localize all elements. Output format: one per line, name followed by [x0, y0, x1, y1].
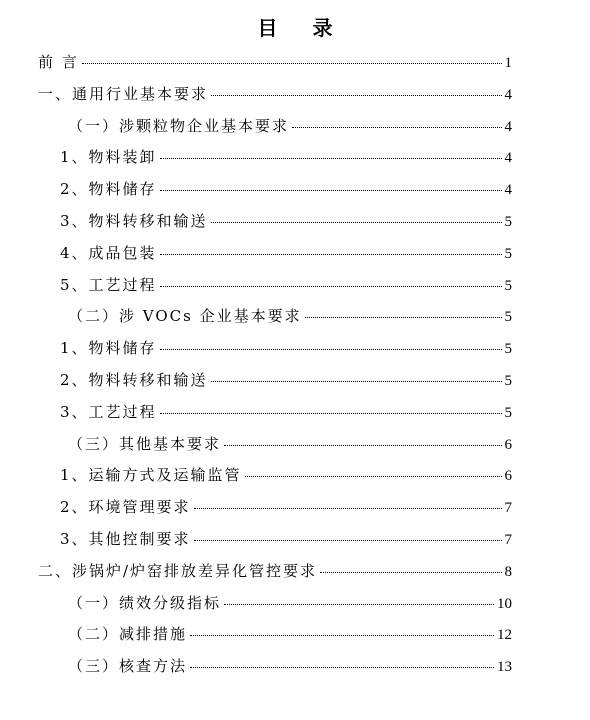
- toc-dot-leader: [160, 157, 502, 159]
- toc-dot-leader: [190, 634, 494, 636]
- toc-entry-label: （一）绩效分级指标: [68, 593, 222, 612]
- toc-dot-leader: [305, 316, 502, 318]
- toc-page-number: 5: [504, 373, 512, 389]
- toc-page-number: 4: [504, 118, 512, 135]
- toc-page-number: 5: [504, 214, 512, 230]
- toc-entry[interactable]: [60, 178, 512, 202]
- toc-page-number: 4: [504, 182, 512, 199]
- toc-page-number: 12: [497, 627, 512, 644]
- toc-dot-leader: [320, 571, 501, 573]
- toc-entry-label: （二）涉 VOCs 企业基本要求: [68, 307, 302, 326]
- toc-entry[interactable]: [68, 655, 512, 679]
- toc-entry[interactable]: [60, 242, 512, 266]
- toc-entry[interactable]: [60, 146, 512, 170]
- toc-entry-label: 2、物料转移和输送: [60, 371, 208, 389]
- toc-entry[interactable]: [38, 51, 512, 75]
- toc-dot-leader: [224, 603, 494, 605]
- toc-dot-leader: [82, 62, 502, 64]
- toc-entry[interactable]: [60, 464, 512, 488]
- toc-dot-leader: [160, 253, 502, 255]
- toc-entry[interactable]: [60, 496, 512, 520]
- toc-page-number: 5: [504, 309, 512, 326]
- toc-entry-label: （三）其他基本要求: [68, 434, 222, 453]
- toc-dot-leader: [292, 126, 501, 128]
- toc-dot-leader: [211, 221, 502, 223]
- toc-page-number: 6: [504, 436, 512, 453]
- toc-page-number: 5: [504, 404, 512, 421]
- toc-entry-label: 二、涉锅炉/炉窑排放差异化管控要求: [38, 561, 318, 580]
- toc-entry-label: （一）涉颗粒物企业基本要求: [68, 116, 290, 135]
- toc-entry-label: 5、工艺过程: [60, 275, 157, 294]
- toc-entry[interactable]: [60, 337, 512, 361]
- toc-dot-leader: [245, 475, 502, 477]
- toc-entry[interactable]: [38, 560, 512, 584]
- toc-entry[interactable]: [60, 401, 512, 425]
- toc-page-number: 4: [504, 150, 512, 167]
- toc-dot-leader: [224, 444, 501, 446]
- toc-entry-label: 3、工艺过程: [60, 402, 157, 421]
- toc-page-number: 7: [504, 500, 512, 517]
- toc-page-number: 5: [504, 341, 512, 358]
- toc-entry-label: 2、环境管理要求: [60, 498, 191, 517]
- toc-entry[interactable]: [60, 274, 512, 298]
- toc-dot-leader: [211, 94, 501, 96]
- toc-dot-leader: [160, 189, 502, 191]
- toc-dot-leader: [160, 348, 502, 350]
- toc-entry-label: 3、物料转移和输送: [60, 212, 208, 230]
- toc-entry[interactable]: [68, 305, 512, 329]
- toc-dot-leader: [194, 507, 502, 509]
- toc-entry[interactable]: [68, 115, 512, 139]
- toc-page-number: 7: [504, 532, 512, 548]
- toc-title: 目 录: [257, 16, 347, 40]
- toc-page-number: 1: [504, 55, 512, 71]
- toc-page-number: 5: [504, 245, 512, 262]
- toc-dot-leader: [194, 539, 502, 541]
- toc-entry-label: 1、运输方式及运输监管: [60, 466, 242, 485]
- toc-dot-leader: [160, 285, 502, 287]
- toc-page-number: 4: [504, 86, 512, 103]
- toc-entry[interactable]: [38, 83, 512, 107]
- toc-entry-label: 1、物料装卸: [60, 148, 157, 167]
- toc-entry[interactable]: [68, 433, 512, 457]
- toc-page-number: 13: [497, 659, 512, 676]
- toc-entry[interactable]: [68, 623, 512, 647]
- toc-dot-leader: [160, 412, 502, 414]
- toc-dot-leader: [190, 666, 494, 668]
- toc-entry-label: 1、物料储存: [60, 339, 157, 358]
- toc-entry-label: 2、物料储存: [60, 180, 157, 199]
- toc-page-number: 8: [504, 563, 512, 580]
- toc-dot-leader: [211, 380, 502, 382]
- toc-entry[interactable]: [60, 210, 512, 234]
- toc-entry-label: （三）核查方法: [68, 657, 188, 676]
- toc-entry-label: 4、成品包装: [60, 243, 157, 262]
- toc-page-number: 10: [497, 595, 512, 612]
- toc-entry-label: （二）减排措施: [68, 625, 188, 644]
- toc-entry[interactable]: [68, 592, 512, 616]
- toc-entry-label: 一、通用行业基本要求: [38, 84, 209, 103]
- toc-entry-label: 前 言: [38, 53, 79, 71]
- toc-page-number: 6: [504, 468, 512, 485]
- toc-entry[interactable]: [60, 528, 512, 552]
- toc-page-number: 5: [504, 277, 512, 294]
- toc-entry-label: 3、其他控制要求: [60, 530, 191, 548]
- toc-entry[interactable]: [60, 369, 512, 393]
